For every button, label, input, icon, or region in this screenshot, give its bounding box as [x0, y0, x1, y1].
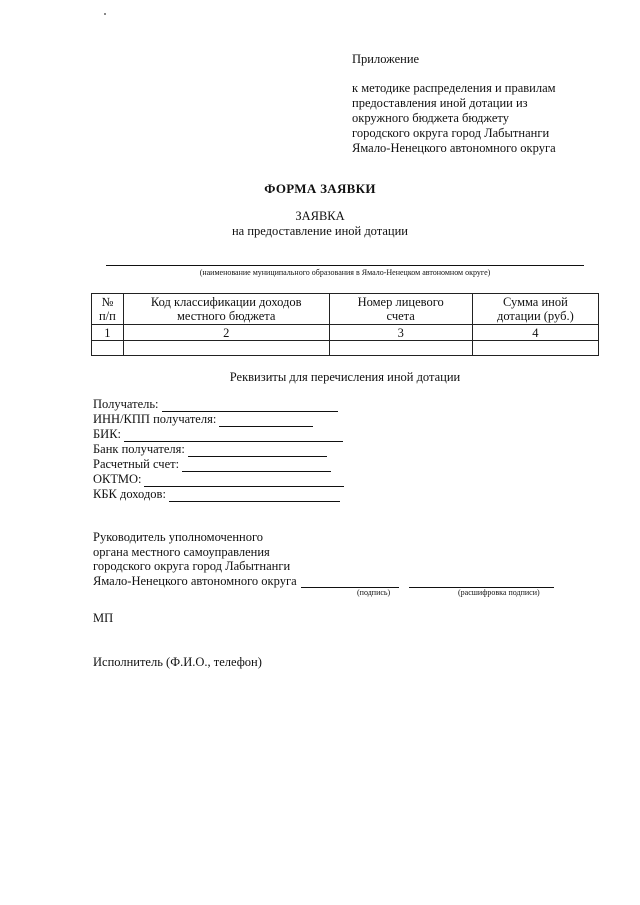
scan-speck	[104, 13, 106, 15]
head-line: Руководитель уполномоченного	[93, 530, 264, 544]
field-recipient	[93, 397, 344, 412]
table-cell-empty[interactable]	[123, 341, 329, 356]
executor-line: Исполнитель (Ф.И.О., телефон)	[93, 655, 262, 669]
header-sum-line2: дотации (руб.)	[496, 309, 574, 323]
signature-caption: (подпись)	[357, 588, 391, 597]
header-income-code	[123, 294, 329, 325]
appendix-line: Ямало-Ненецкого автономного округа	[352, 141, 556, 155]
table-cell: 4	[472, 325, 598, 341]
field-label: КБК доходов:	[93, 487, 166, 501]
header-account-line2: счета	[386, 309, 415, 323]
field-label: Расчетный счет:	[93, 457, 180, 471]
header-income-code-line2: местного бюджета	[176, 309, 276, 323]
table-cell: 1	[92, 325, 124, 341]
field-account	[93, 457, 344, 472]
requisites-fields	[93, 397, 344, 502]
dotation-table	[91, 293, 599, 356]
table-row-empty	[92, 341, 599, 356]
form-title: ФОРМА ЗАЯВКИ	[264, 181, 376, 196]
field-label: ИНН/КПП получателя:	[93, 412, 217, 426]
table-cell-empty[interactable]	[329, 341, 472, 356]
requisites-title: Реквизиты для перечисления иной дотации	[229, 370, 461, 384]
appendix-line: к методике распределения и правилам	[352, 81, 556, 95]
field-label: ОКТМО:	[93, 472, 142, 486]
field-blank[interactable]	[169, 490, 340, 502]
appendix-block	[352, 52, 556, 156]
municipality-name-line	[106, 265, 584, 266]
application-title: ЗАЯВКА	[295, 209, 345, 223]
municipality-caption: (наименование муниципального образования в Ямало-Ненецком автономном округе)	[199, 268, 491, 277]
signature-decoding-line[interactable]	[409, 576, 554, 588]
table-header-row	[92, 294, 599, 325]
head-line-with-signature	[93, 574, 554, 589]
field-blank[interactable]	[144, 475, 344, 487]
header-income-code-line1: Код классификации доходов	[150, 295, 302, 309]
head-signature-block	[93, 530, 554, 588]
signature-decoding-caption: (расшифровка подписи)	[458, 588, 540, 597]
table-cell: 3	[329, 325, 472, 341]
field-inn-kpp	[93, 412, 344, 427]
stamp-place: МП	[93, 611, 114, 625]
table-cell-empty[interactable]	[92, 341, 124, 356]
field-blank[interactable]	[124, 430, 343, 442]
field-blank[interactable]	[219, 415, 313, 427]
header-dotation-sum	[472, 294, 598, 325]
header-account-line1: Номер лицевого	[357, 295, 444, 309]
table-row-numbers	[92, 325, 599, 341]
application-subtitle: на предоставление иной дотации	[231, 224, 408, 238]
appendix-title: Приложение	[352, 52, 420, 66]
field-label: Банк получателя:	[93, 442, 185, 456]
field-label: Получатель:	[93, 397, 159, 411]
table-cell-empty[interactable]	[472, 341, 598, 356]
header-account-number	[329, 294, 472, 325]
header-number-line2: п/п	[98, 309, 116, 323]
field-bank	[93, 442, 344, 457]
field-oktmo	[93, 472, 344, 487]
header-sum-line1: Сумма иной	[502, 295, 568, 309]
table-cell: 2	[123, 325, 329, 341]
head-line: городского округа город Лабытнанги	[93, 559, 291, 573]
field-label: БИК:	[93, 427, 122, 441]
appendix-line: предоставления иной дотации из	[352, 96, 528, 110]
application-heading	[0, 209, 640, 239]
appendix-line: окружного бюджета бюджету	[352, 111, 509, 125]
field-blank[interactable]	[162, 400, 338, 412]
header-number-line1: №	[101, 295, 114, 309]
signature-line[interactable]	[301, 576, 399, 588]
field-blank[interactable]	[188, 445, 327, 457]
head-line: Ямало-Ненецкого автономного округа	[93, 573, 297, 588]
field-kbk	[93, 487, 344, 502]
header-number	[92, 294, 124, 325]
field-blank[interactable]	[182, 460, 331, 472]
appendix-line: городского округа город Лабытнанги	[352, 126, 550, 140]
field-bik	[93, 427, 344, 442]
head-line: органа местного самоуправления	[93, 544, 270, 559]
